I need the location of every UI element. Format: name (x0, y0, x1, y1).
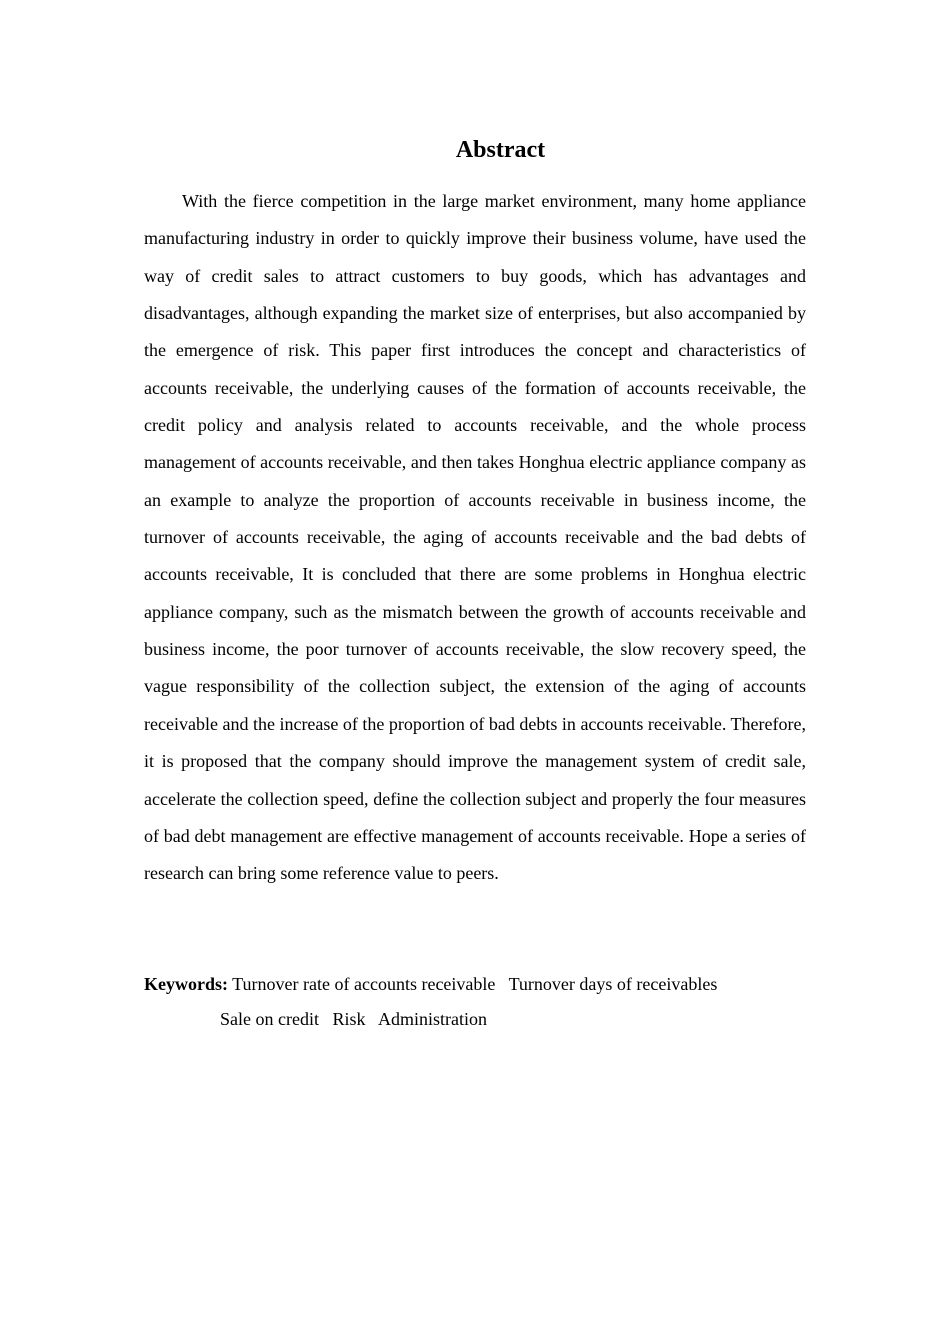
keywords-label: Keywords: (144, 974, 228, 994)
page-title: Abstract (455, 137, 546, 163)
keywords-section (144, 967, 806, 1037)
keywords-line-1 (144, 967, 806, 1002)
keywords-line-2: Sale on credit Risk Administration (220, 1009, 487, 1029)
abstract-paragraph: With the fierce competition in the large market environment, many home appliance manufacturing industry in order to quickly improve their business volume, have used the way of credit sales to attract customers to buy goods, which has advantages and disadvantages, although expanding the market size of enterprises, but also accompanied by the emergence of risk. This paper first introduces the concept and characteristics of accounts receivable, the underlying causes of the formation of accounts receivable, the credit policy and analysis related to accounts receivable, and the whole process management of accounts receivable, and then takes Honghua electric appliance company as an example to analyze the proportion of accounts receivable in business income, the turnover of accounts receivable, the aging of accounts receivable and the bad debts of accounts receivable, It is concluded that there are some problems in Honghua electric appliance company, such as the mismatch between the growth of accounts receivable and business income, the poor turnover of accounts receivable, the slow recovery speed, the vague responsibility of the collection subject, the extension of the aging of accounts receivable and the increase of the proportion of bad debts in accounts receivable. Therefore, it is proposed that the company should improve the management system of credit sale, accelerate the collection speed, define the collection subject and properly the four measures of bad debt management are effective management of accounts receivable. Hope a series of research can bring some reference value to peers. (144, 191, 806, 884)
keywords-text-1: Turnover rate of accounts receivable Turnover days of receivables (228, 974, 718, 994)
